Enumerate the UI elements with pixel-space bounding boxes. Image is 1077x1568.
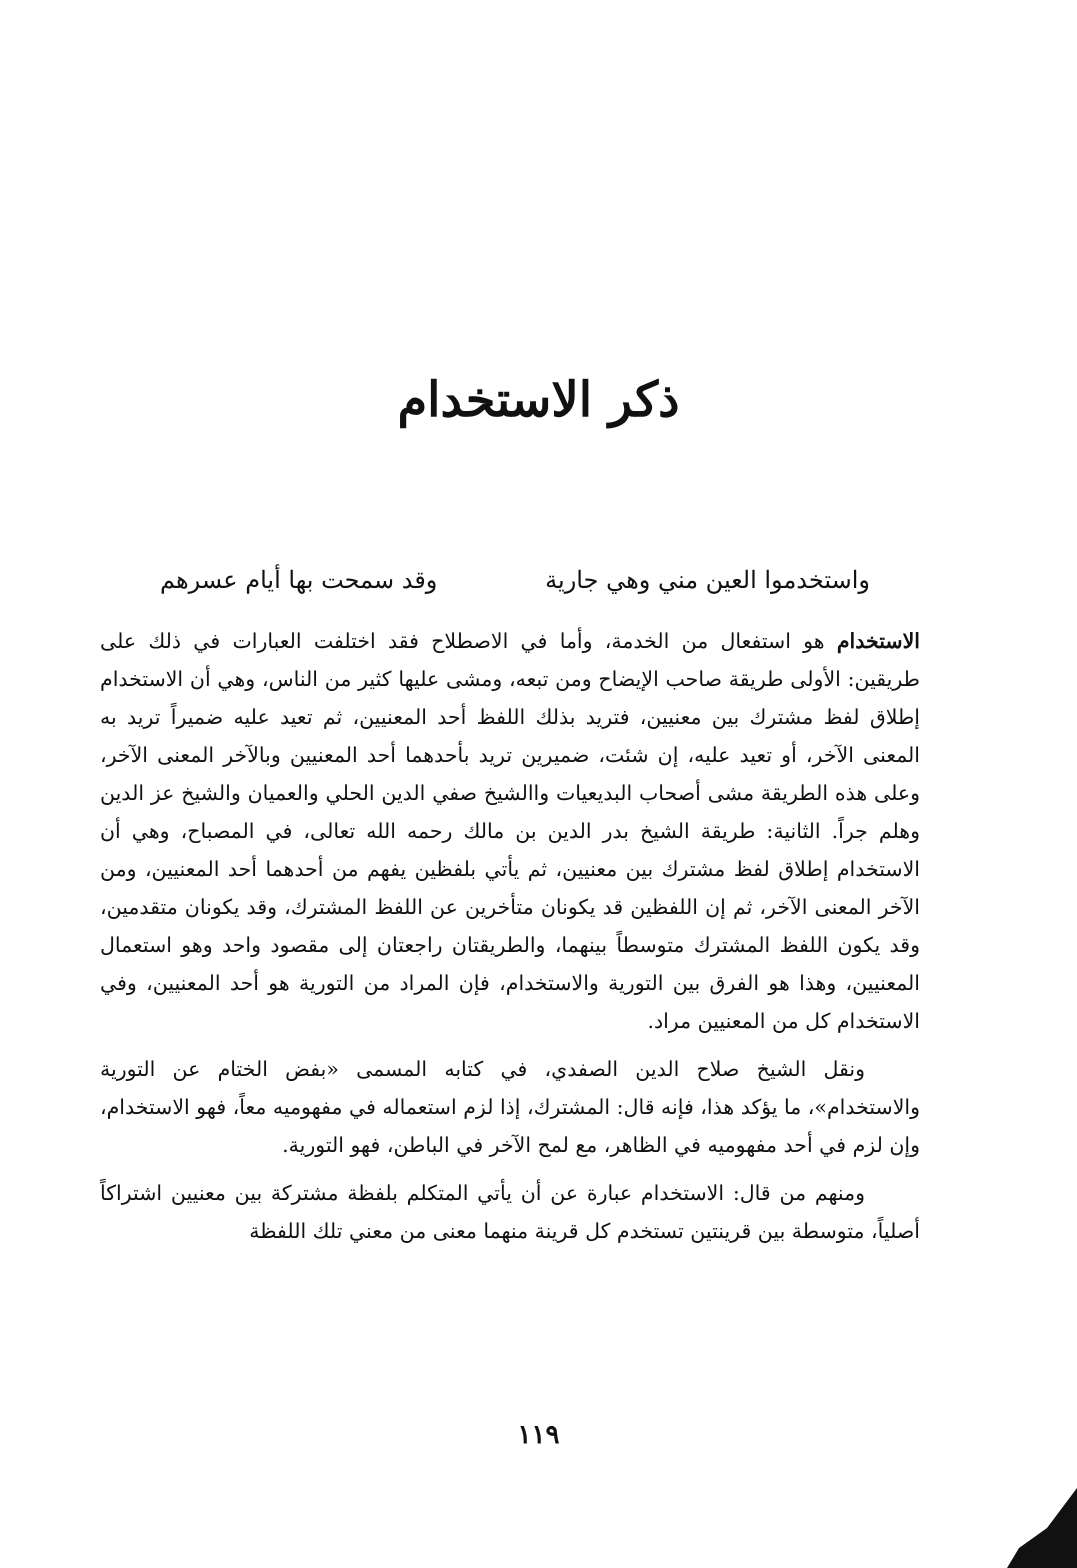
paragraph-3 xyxy=(100,1174,920,1250)
paragraph-2 xyxy=(100,1050,920,1164)
verse-first-hemistich: وقد سمحت بها أيام عسرهم xyxy=(160,566,438,594)
paragraph-text: ونقل الشيخ صلاح الدين الصفدي، في كتابه المسمى «بفض الختام عن التورية والاستخدام»، ما يؤكد هذا، فإنه قال: المشترك، إذا لزم استعماله في مفهوميه معاً، فهو الاستخدام، وإن لزم في أحد مفهوميه في الظاهر، مع لمح الآخر في الباطن، فهو التورية. xyxy=(100,1057,920,1157)
chapter-title: ذكر الاستخدام xyxy=(397,372,680,428)
page-number: ١١٩ xyxy=(517,1420,560,1450)
paragraph-text: هو استفعال من الخدمة، وأما في الاصطلاح فقد اختلفت العبارات في ذلك على طريقين: الأولى طريقة صاحب الإيضاح ومن تبعه، ومشى عليها كثير من الناس، وهي أن الاستخدام إطلاق لفظ مشترك بين معنيين، فتريد بذلك اللفظ أحد المعنيين، ثم تعيد عليه ضميراً تريد به المعنى الآخر، أو تعيد عليه، إن شئت، ضميرين تريد بأحدهما أحد المعنيين وبالآخر المعنى الآخر، وعلى هذه الطريقة مشى أصحاب البديعيات واالشيخ صفي الدين الحلي والعميان والشيخ عز الدين وهلم جراً. الثانية: طريقة الشيخ بدر الدين بن مالك رحمه الله تعالى، في المصباح، وهي أن الاستخدام إطلاق لفظ مشترك بين معنيين، ثم يأتي بلفظين يفهم من أحدهما أحد المعنيين، ومن الآخر المعنى الآخر، ثم إن اللفظين قد يكونان متأخرين عن اللفظ المشترك، وقد يكونان متقدمين، وقد يكون اللفظ المشترك متوسطاً بينهما، والطريقتان راجعتان إلى مقصود واحد وهو استعمال المعنيين، وهذا هو الفرق بين التورية والاستخدام، فإن المراد من التورية هو أحد المعنيين، وفي الاستخدام كل من المعنيين مراد. xyxy=(100,629,920,1033)
poetry-verse xyxy=(160,566,870,610)
page-corner-shadow xyxy=(1007,1488,1077,1568)
body-text xyxy=(100,622,920,1260)
paragraph-text: ومنهم من قال: الاستخدام عبارة عن أن يأتي المتكلم بلفظة مشتركة بين معنيين اشتراكاً أصلياً، متوسطة بين قرينتين تستخدم كل قرينة منهما معنى من معني تلك اللفظة xyxy=(100,1181,920,1243)
paragraph-lead-word: الاستخدام xyxy=(836,629,920,653)
paragraph-1 xyxy=(100,622,920,1040)
verse-second-hemistich: واستخدموا العين مني وهي جارية xyxy=(545,566,870,594)
